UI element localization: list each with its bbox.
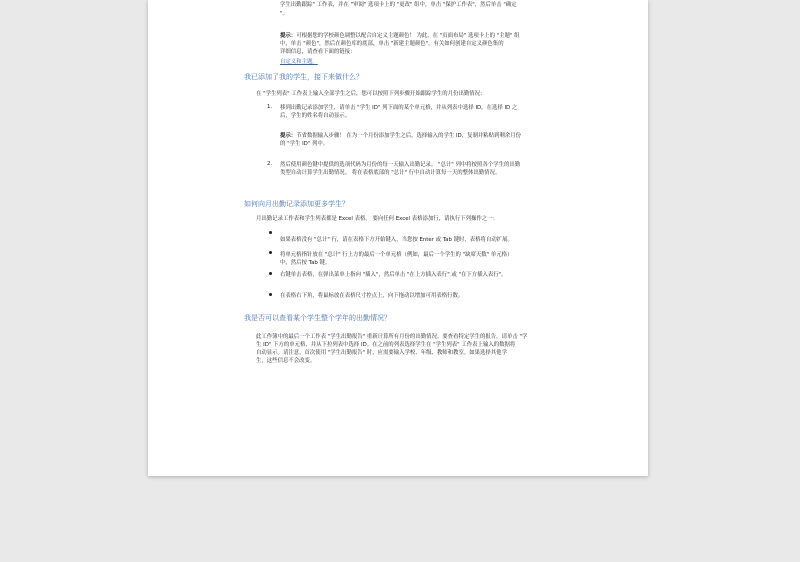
bullet-item: 右键单击表格，在弹出菜单上指向 "插入"，然后单击 "在上方插入表行" 或 "在下方插入表行"。 xyxy=(280,272,507,278)
list-number: 2. xyxy=(267,161,273,167)
section-heading: 我是否可以查看某个学生整个学年的出勤情况？ xyxy=(244,314,391,322)
tip-line: 的 "学生 ID" 列中。 xyxy=(280,141,329,147)
list-item-line: 类型自动计算学生出勤情况。 将在表格底部的 "总计" 行中自动计算每一天的整体出勤情况。 xyxy=(280,170,501,176)
tip-line xyxy=(280,132,521,140)
theme-help-link[interactable]: 自定义和主题。 xyxy=(280,59,318,65)
paragraph-line: 自动显示。请注意，首次使用 "学生出勤报告" 时，应需要输入学校、年级、教师和教室。如果选择其他学 xyxy=(256,350,507,356)
bullet-item: 如果表格没有 "总计" 行，请在表格下方开始键入，当您按 Enter 或 Tab 键时，表格将自动扩展。 xyxy=(280,237,513,243)
bullet-item: 将单元格指针放在 "总计" 行上方的最后一个单元格（例如，最后一个学生的 "缺席天数" 单元格） xyxy=(280,252,513,258)
tip-line: 中，单击 "颜色"，然后在颜色库的底部，单击 "新建主题颜色"。有关如何创建自定义颜色集的 xyxy=(280,41,504,47)
bullet-item: 在表格右下角，将鼠标放在表格尺寸控点上，向下拖动以增加可用表格行数。 xyxy=(280,293,464,299)
tip-line xyxy=(280,32,520,40)
paragraph-line: 学生出勤跟踪" 工作表，并在 "审阅" 选项卡上的 "更改" 组中，单击 "保护工作表"，然后单击 "确定 xyxy=(280,2,517,8)
tip-text: 节省数据输入步骤！ 在为一个月份添加学生之后，选择输入的学生 ID，复制并粘贴到剩余月份 xyxy=(296,133,521,139)
tip-text: 可根据您的学校颜色调整以配合自定义主题颜色！ 为此，在 "页面布局" 选项卡上的 "主题" 组 xyxy=(296,33,520,39)
tip-label: 提示： xyxy=(280,133,297,139)
paragraph-line: "。 xyxy=(280,11,288,17)
paragraph-line: 生，这些信息不会改变。 xyxy=(256,358,316,364)
paragraph-line: 此工作簿中的最后一个工作表 "学生出勤报告" 重新计算所有月份的出勤情况。要查看特定学生的报告，请单击 "学 xyxy=(256,334,528,340)
list-item-line: 移到出勤记录添加学生，请单击 "学生 ID" 列下面的某个单元格，并从列表中选择 ID。在选择 ID 之 xyxy=(280,105,518,111)
section-intro: 在 "学生列表" 工作表上输入全部学生之后，您可以按照下列步骤开始跟踪学生的月份出勤情况： xyxy=(256,91,486,97)
bullet-icon xyxy=(269,251,272,254)
bullet-icon xyxy=(269,293,272,296)
tip-label: 提示： xyxy=(280,33,297,39)
document-page xyxy=(148,0,648,476)
list-item-line: 然后使用颜色键中提供的选项代码为月份的每一天输入出勤记录。 "总计" 列中将按照各个学生的出勤 xyxy=(280,162,521,168)
section-heading: 我已添加了我的学生，接下来做什么？ xyxy=(244,73,363,81)
list-item-line: 后，学生的姓名将自动显示。 xyxy=(280,113,351,119)
bullet-icon xyxy=(269,272,272,275)
page-content xyxy=(148,0,648,476)
section-heading: 如何向月出勤记录添加更多学生？ xyxy=(244,200,349,208)
list-number: 1. xyxy=(267,104,273,110)
paragraph-line: 生 ID" 下方的单元格，并从下拉列表中选择 ID。在之前的列表选择学生在 "学生列表" 工作表上输入的数据将 xyxy=(256,342,516,348)
bullet-icon xyxy=(269,231,272,234)
tip-line: 详细信息，请查看下面的链接： xyxy=(280,49,356,55)
bullet-item: 中，然后按 Tab 键。 xyxy=(280,260,331,266)
section-intro: 月出勤记录工作表和学生列表都是 Excel 表格。 要向任何 Excel 表格添加行，请执行下列操作之一： xyxy=(256,216,498,222)
